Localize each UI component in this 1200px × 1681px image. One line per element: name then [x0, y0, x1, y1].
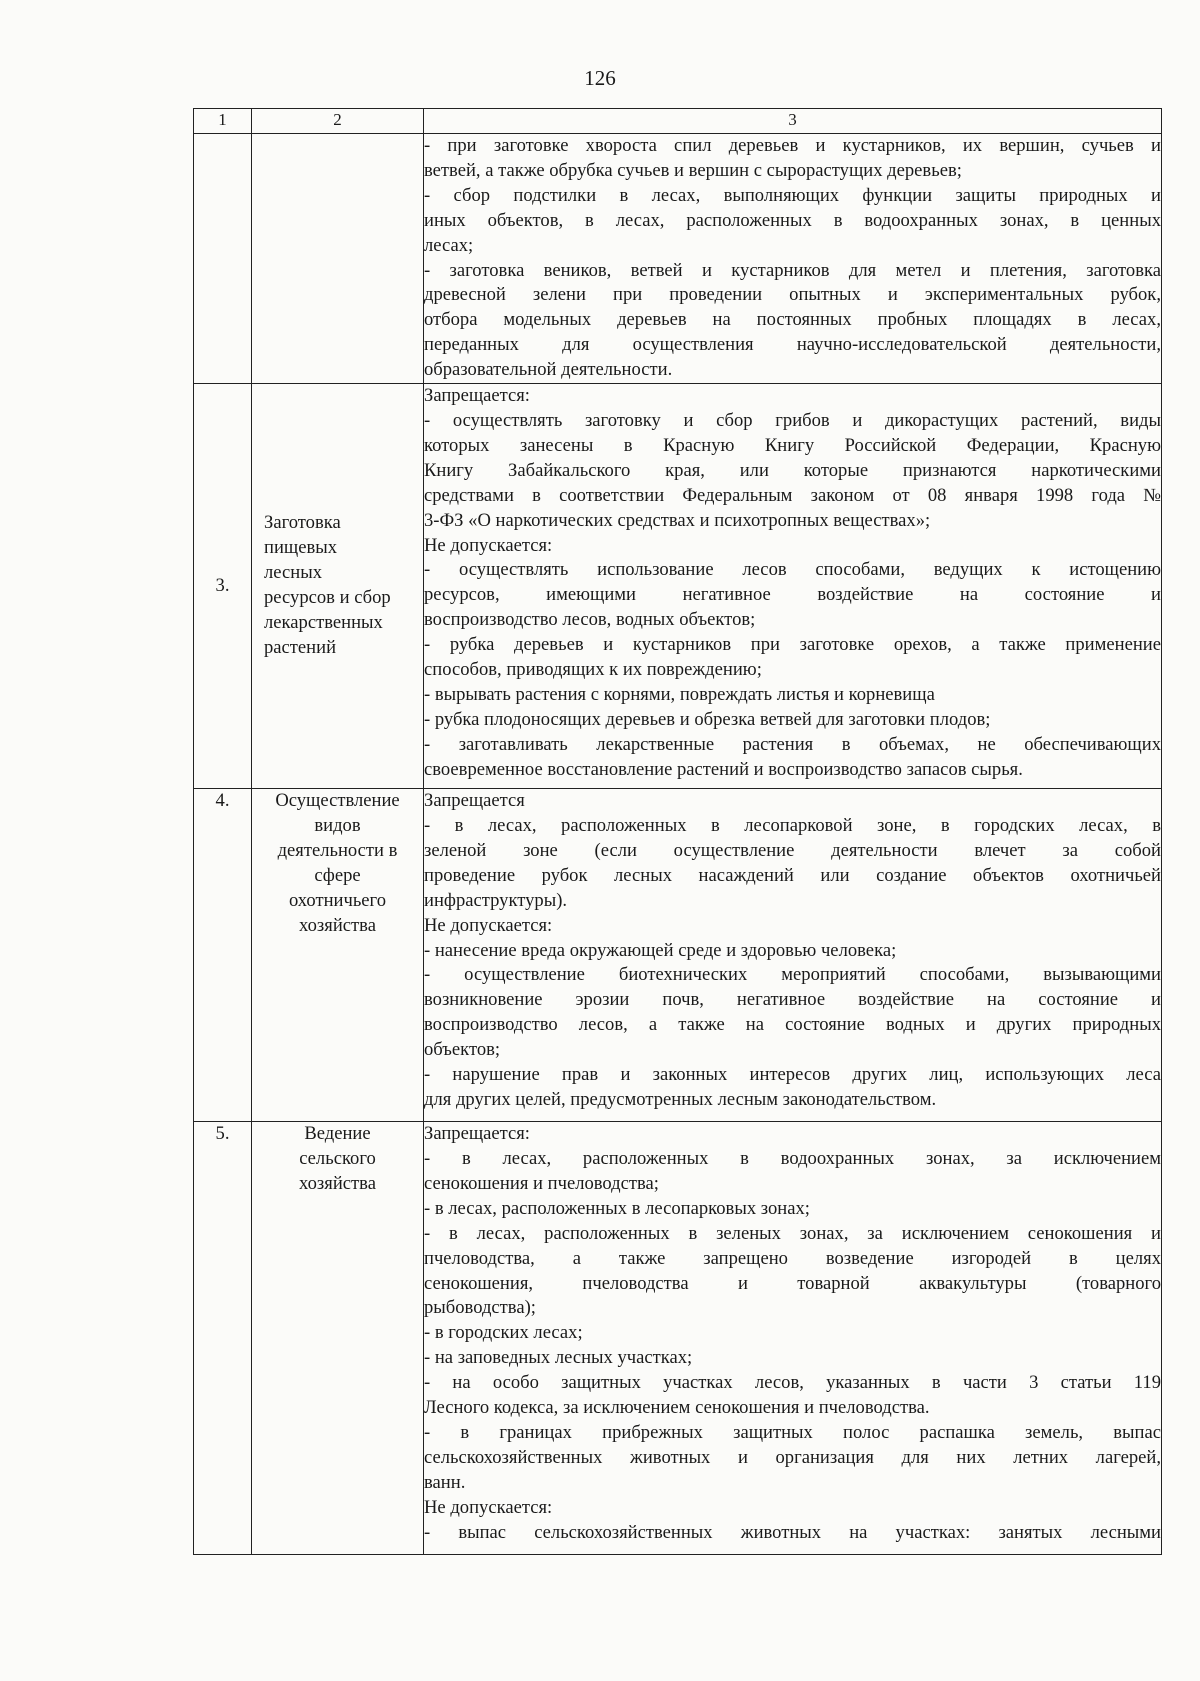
- table-row: [194, 134, 1162, 384]
- row-content-line: Запрещается:: [424, 385, 530, 407]
- row-topic-line: Заготовка: [264, 512, 341, 534]
- column-header: 3: [424, 109, 1162, 134]
- row-topic-cell: [252, 134, 424, 384]
- page-number: 126: [584, 66, 616, 90]
- row-number-cell: [194, 1122, 252, 1555]
- row-number-cell: [194, 789, 252, 1122]
- regulations-table: [193, 108, 1162, 1555]
- row-content-line: - в городских лесах;: [424, 1322, 583, 1344]
- column-header: 2: [252, 109, 424, 134]
- row-content-line: - заготовка веников, ветвей и кустарников для метел и плетения, заготовка: [424, 259, 1161, 281]
- row-content-line: - в лесах, расположенных в водоохранных зонах, за исключением: [424, 1147, 1161, 1169]
- table-header-row: [194, 109, 1162, 134]
- row-content-line: - заготавливать лекарственные растения в объемах, не обеспечивающих: [424, 733, 1161, 755]
- row-number-cell: [194, 134, 252, 384]
- row-content-line: Запрещается: [424, 790, 525, 812]
- row-content-line: переданных для осуществления научно-исследовательской деятельности,: [424, 334, 1161, 356]
- column-header: 1: [194, 109, 252, 134]
- row-content-line: Лесного кодекса, за исключением сенокошения и пчеловодства.: [424, 1397, 930, 1419]
- row-topic-line: лесных: [264, 562, 322, 584]
- row-topic-line: Ведение: [304, 1123, 371, 1145]
- row-content-cell: [424, 384, 1162, 789]
- row-content-line: способов, приводящих к их повреждению;: [424, 659, 762, 681]
- row-topic-cell: [252, 1122, 424, 1555]
- row-content-line: - в лесах, расположенных в лесопарковых зонах;: [424, 1197, 810, 1219]
- table-row: [194, 384, 1162, 789]
- row-content-line: ветвей, а также обрубка сучьев и вершин с сырорастущих деревьев;: [424, 159, 962, 181]
- row-topic-line: деятельности в: [277, 839, 398, 861]
- row-content-line: для других целей, предусмотренных лесным законодательством.: [424, 1088, 937, 1110]
- row-topic-line: хозяйства: [299, 1172, 376, 1194]
- row-topic-cell: [252, 384, 424, 789]
- row-topic-line: сельского: [299, 1147, 376, 1169]
- row-content-line: Не допускается:: [424, 534, 553, 556]
- row-content-line: - на заповедных лесных участках;: [424, 1347, 693, 1369]
- row-content-line: сенокошения и пчеловодства;: [424, 1172, 659, 1194]
- row-content-line: - нанесение вреда окружающей среде и здоровью человека;: [424, 939, 897, 961]
- row-content-line: возникновение эрозии почв, негативное воздействие на состояние и: [424, 989, 1161, 1011]
- row-content-line: - в лесах, расположенных в лесопарковой зоне, в городских лесах, в: [424, 814, 1161, 836]
- row-content-line: инфраструктуры).: [424, 889, 568, 911]
- row-content-line: зеленой зоне (если осуществление деятельности влечет за собой: [424, 839, 1161, 861]
- row-topic-line: пищевых: [264, 537, 338, 559]
- row-content-line: Запрещается:: [424, 1123, 530, 1145]
- row-content-line: воспроизводство лесов, водных объектов;: [424, 609, 756, 631]
- table-row: [194, 789, 1162, 1122]
- row-content-line: Не допускается:: [424, 1496, 553, 1518]
- row-content-line: которых занесены в Красную Книгу Российской Федерации, Красную: [424, 434, 1161, 456]
- row-number: 4.: [215, 790, 230, 812]
- row-content-line: - сбор подстилки в лесах, выполняющих функции защиты природных и: [424, 184, 1161, 206]
- row-content-line: средствами в соответствии Федеральным законом от 08 января 1998 года №: [424, 484, 1161, 506]
- row-topic-line: хозяйства: [299, 914, 376, 936]
- row-content-line: сенокошения, пчеловодства и товарной аквакультуры (товарного: [424, 1272, 1161, 1294]
- row-topic-line: растений: [264, 636, 337, 658]
- row-content-line: своевременное восстановление растений и воспроизводство запасов сырья.: [424, 758, 1023, 780]
- row-content-line: воспроизводство лесов, а также на состояние водных и других природных: [424, 1014, 1161, 1036]
- row-content-line: 3-ФЗ «О наркотических средствах и психотропных веществах»;: [424, 509, 931, 531]
- row-content-line: - вырывать растения с корнями, повреждать листья и корневища: [424, 683, 935, 705]
- row-content-line: ванн.: [424, 1471, 466, 1493]
- row-number-cell: [194, 384, 252, 789]
- row-topic-line: сфере: [314, 864, 361, 886]
- row-content-line: - осуществление биотехнических мероприятий способами, вызывающими: [424, 964, 1161, 986]
- row-content-line: лесах;: [424, 234, 474, 256]
- row-content-line: сельскохозяйственных животных и организация для них летних лагерей,: [424, 1446, 1161, 1468]
- row-topic-line: ресурсов и сбор: [264, 587, 391, 609]
- row-content-line: проведение рубок лесных насаждений или создание объектов охотничьей: [424, 864, 1161, 886]
- row-content-line: - нарушение прав и законных интересов других лиц, использующих леса: [424, 1064, 1161, 1086]
- row-content-line: иных объектов, в лесах, расположенных в водоохранных зонах, в ценных: [424, 209, 1161, 231]
- row-content-line: древесной зелени при проведении опытных и экспериментальных рубок,: [424, 284, 1161, 306]
- row-topic-line: лекарственных: [264, 611, 383, 633]
- row-content-line: объектов;: [424, 1039, 501, 1061]
- row-content-line: рыбоводства);: [424, 1297, 536, 1319]
- row-content-line: отбора модельных деревьев на постоянных пробных площадях в лесах,: [424, 309, 1161, 331]
- row-content-line: - на особо защитных участках лесов, указанных в части 3 статьи 119: [424, 1372, 1161, 1394]
- row-content-line: Не допускается:: [424, 914, 553, 936]
- row-topic-line: видов: [314, 814, 361, 836]
- row-topic-cell: [252, 789, 424, 1122]
- row-content-cell: [424, 134, 1162, 384]
- row-content-cell: [424, 1122, 1162, 1555]
- row-topic-line: Осуществление: [275, 790, 400, 812]
- row-content-line: - рубка плодоносящих деревьев и обрезка ветвей для заготовки плодов;: [424, 708, 991, 730]
- row-topic-line: охотничьего: [288, 889, 387, 911]
- row-content-line: пчеловодства, а также запрещено возведение изгородей в целях: [424, 1247, 1161, 1269]
- row-content-line: - рубка деревьев и кустарников при заготовке орехов, а также применение: [424, 634, 1161, 656]
- row-number: 5.: [215, 1123, 230, 1145]
- row-content-line: образовательной деятельности.: [424, 359, 673, 381]
- row-content-cell: [424, 789, 1162, 1122]
- row-content-line: ресурсов, имеющими негативное воздействие на состояние и: [424, 584, 1161, 606]
- table-row: [194, 1122, 1162, 1555]
- row-content-line: - осуществлять заготовку и сбор грибов и дикорастущих растений, виды: [424, 409, 1161, 431]
- row-number: 3.: [215, 574, 230, 596]
- row-content-line: Книгу Забайкальского края, или которые признаются наркотическими: [424, 459, 1161, 481]
- row-content-line: - выпас сельскохозяйственных животных на участках: занятых лесными: [424, 1521, 1161, 1543]
- row-content-line: - в лесах, расположенных в зеленых зонах, за исключением сенокошения и: [424, 1222, 1161, 1244]
- row-content-line: - в границах прибрежных защитных полос распашка земель, выпас: [424, 1421, 1161, 1443]
- row-content-line: - при заготовке хвороста спил деревьев и кустарников, их вершин, сучьев и: [424, 135, 1161, 156]
- row-content-line: - осуществлять использование лесов способами, ведущих к истощению: [424, 559, 1161, 581]
